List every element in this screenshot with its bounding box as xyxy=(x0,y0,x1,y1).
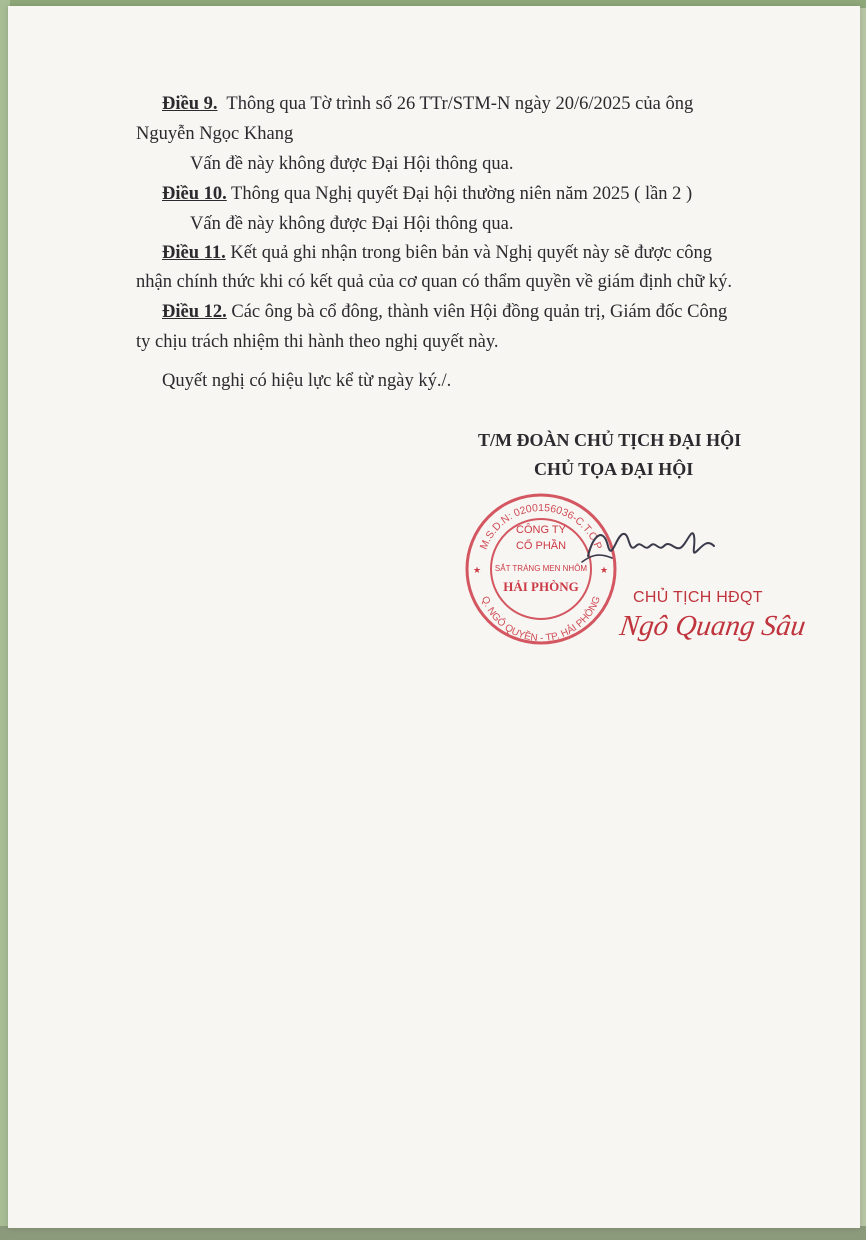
effective-clause: Quyết nghị có hiệu lực kể từ ngày ký./. xyxy=(162,371,452,391)
article-11-text: Kết quả ghi nhận trong biên bản và Nghị quyết này sẽ được công xyxy=(230,243,713,263)
article-9-line1 xyxy=(162,92,693,116)
article-11-label: Điều 11. xyxy=(162,243,226,263)
article-11-line2: nhận chính thức khi có kết quả của cơ quan có thẩm quyền về giám định chữ ký. xyxy=(136,272,732,292)
article-10-text: Thông qua Nghị quyết Đại hội thường niên năm 2025 ( lần 2 ) xyxy=(231,184,693,204)
article-9-text: Thông qua Tờ trình số 26 TTr/STM-N ngày 20/6/2025 của ông xyxy=(226,94,694,114)
article-10-result: Vấn đề này không được Đại Hội thông qua. xyxy=(190,214,514,234)
article-12-label: Điều 12. xyxy=(162,302,227,322)
article-12-line1 xyxy=(162,300,727,324)
article-12-text: Các ông bà cổ đông, thành viên Hội đồng quản trị, Giám đốc Công xyxy=(231,302,728,322)
article-10-label: Điều 10. xyxy=(162,184,227,204)
seal-center-line2: CỔ PHẦN xyxy=(515,540,567,552)
article-12-line2: ty chịu trách nhiệm thi hành theo nghị quyết này. xyxy=(136,332,499,352)
chairman-name: Ngô Quang Sâu xyxy=(617,610,808,642)
article-10-line1 xyxy=(162,182,692,206)
handwritten-signature-icon xyxy=(568,516,728,576)
seal-center-line4: HẢI PHÒNG xyxy=(503,579,579,594)
chairperson-title: CHỦ TỌA ĐẠI HỘI xyxy=(534,459,694,479)
background-bottom xyxy=(0,1226,866,1240)
seal-center-line3: SẮT TRÁNG MEN NHÔM xyxy=(494,564,588,573)
seal-ring-top: M.S.D.N: 0200156036-C.T.C.P xyxy=(477,502,605,552)
article-9-line2: Nguyễn Ngọc Khang xyxy=(136,124,294,144)
presidium-title: T/M ĐOÀN CHỦ TỊCH ĐẠI HỘI xyxy=(478,430,742,450)
article-11-line1 xyxy=(162,241,712,265)
svg-text:★: ★ xyxy=(473,565,482,575)
seal-ring-bottom: Q. NGÔ QUYỀN - TP. HẢI PHÒNG xyxy=(478,594,604,645)
seal-center-line1: CÔNG TY xyxy=(516,524,566,536)
svg-text:★: ★ xyxy=(600,565,609,575)
article-9-label: Điều 9. xyxy=(162,94,218,114)
chairman-role: CHỦ TỊCH HĐQT xyxy=(633,589,763,606)
document-page xyxy=(8,6,860,1228)
article-9-result: Vấn đề này không được Đại Hội thông qua. xyxy=(190,154,514,174)
